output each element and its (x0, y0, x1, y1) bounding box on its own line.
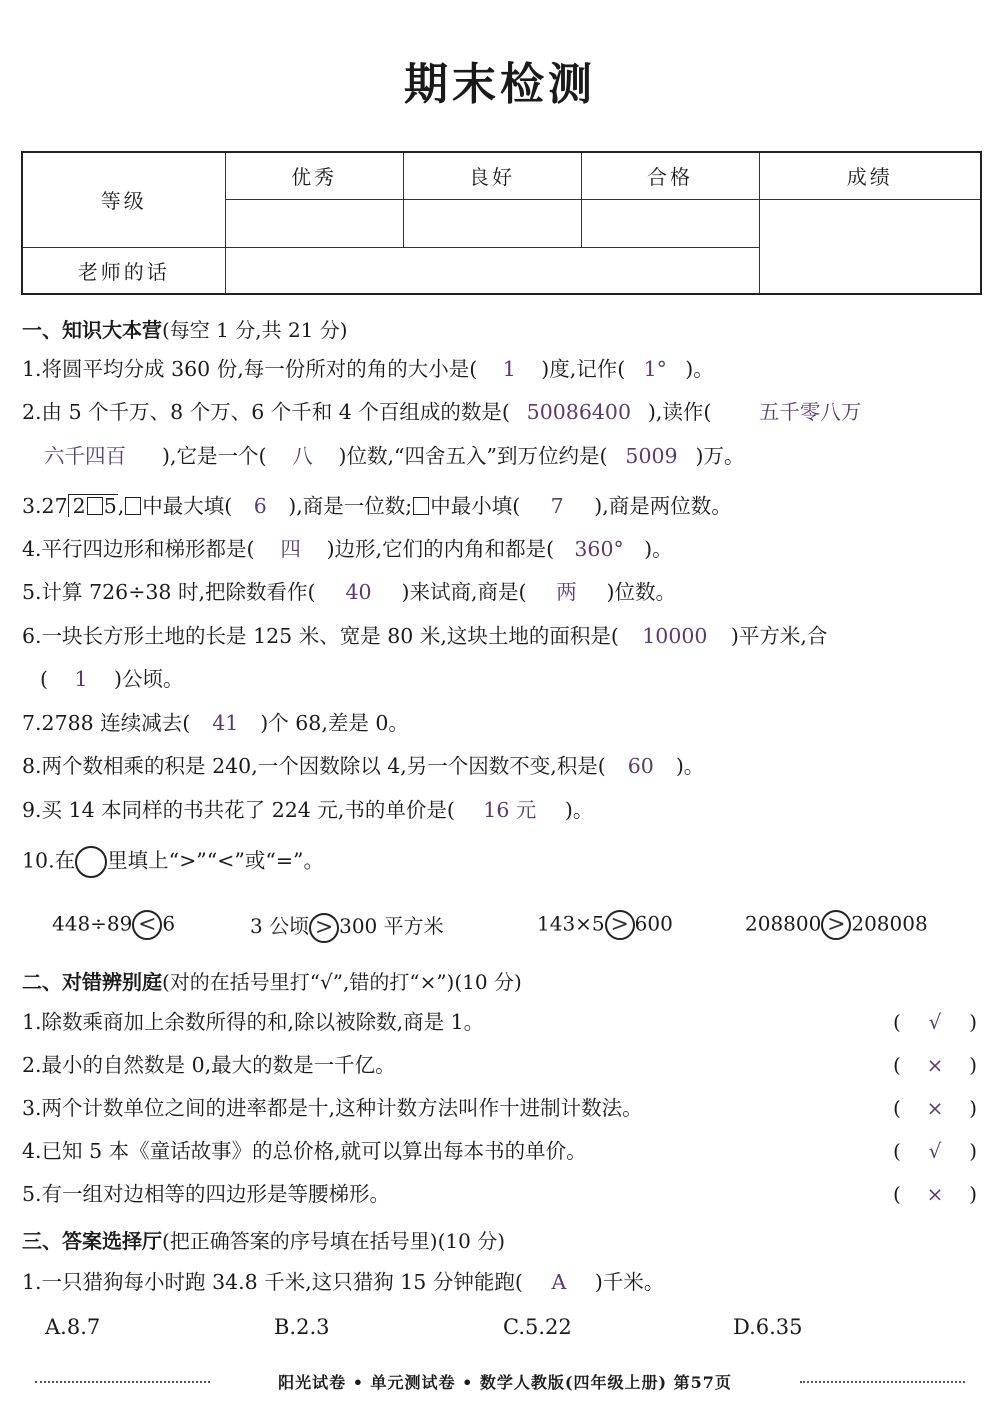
judge-mark-2: ( × ) (893, 1053, 977, 1077)
answer: 60 (627, 754, 654, 778)
section2-heading (22, 966, 522, 995)
option-c: C.5.22 (503, 1315, 572, 1339)
question-1-8: 8.两个数相乘的积是 240,一个因数除以 4,另一个因数不变,积是( 60 )。 (22, 754, 705, 778)
page-footer (0, 1370, 1000, 1394)
answer: 四 (280, 537, 301, 561)
section2-note: (对的在括号里打“√”,错的打“×”)(10 分) (162, 970, 522, 994)
answer: 5009 (625, 444, 678, 468)
judge-mark-1: ( √ ) (893, 1010, 977, 1034)
judge-item-2: 2.最小的自然数是 0,最大的数是一千亿。 (22, 1053, 396, 1077)
judge-item-5: 5.有一组对边相等的四边形是等腰梯形。 (22, 1182, 391, 1206)
answer: 50086400 (526, 400, 631, 424)
judge-item-3: 3.两个计数单位之间的进率都是十,这种计数方法叫作十进制计数法。 (22, 1096, 643, 1120)
choice-question-1: 1.一只猎狗每小时跑 34.8 千米,这只猎狗 15 分钟能跑( A )千米。 (22, 1270, 665, 1294)
grade-col-pass: 合格 (581, 152, 759, 199)
blank-square (87, 497, 103, 515)
answer: 1 (74, 667, 88, 691)
answer: 八 (292, 444, 313, 468)
compare-item-3: 143×5 > 600 (537, 910, 673, 940)
option-a: A.8.7 (45, 1315, 101, 1339)
judge-mark-5: ( × ) (893, 1182, 977, 1206)
grade-col-excellent: 优秀 (225, 152, 403, 199)
answer: 16 元 (483, 798, 537, 822)
compare-circle: > (821, 910, 851, 940)
footer-text: 阳光试卷 • 单元测试卷 • 数学人教版(四年级上册) 第57页 (278, 1373, 732, 1392)
answer: 40 (345, 580, 372, 604)
question-1-10: 10.在 里填上“>”“<”或“=”。 (22, 846, 324, 878)
judge-mark-3: ( × ) (893, 1096, 977, 1120)
answer: 1 (502, 357, 516, 381)
question-1-1: 1.将圆平均分成 360 份,每一份所对的角的大小是( 1 )度,记作( 1° )。 (22, 357, 714, 381)
question-1-3: 3.27 2 5, 中最大填( 6 ),商是一位数; 中最小填( 7 ),商是两位数。 (22, 494, 732, 518)
option-d: D.6.35 (733, 1315, 803, 1339)
judge-item-1: 1.除数乘商加上余数所得的和,除以被除数,商是 1。 (22, 1010, 485, 1034)
section1-title: 一、知识大本营 (22, 318, 162, 342)
section1-heading (22, 314, 348, 343)
blank-square (125, 497, 141, 515)
grade-label: 等级 (22, 152, 225, 247)
judge-mark-4: ( √ ) (893, 1139, 977, 1163)
grade-cell-excellent (225, 199, 403, 247)
question-1-4: 4.平行四边形和梯形都是( 四 )边形,它们的内角和都是( 360° )。 (22, 537, 673, 561)
section3-title: 三、答案选择厅 (22, 1229, 162, 1253)
score-cell (759, 199, 981, 294)
compare-circle: < (132, 910, 162, 940)
option-b: B.2.3 (274, 1315, 330, 1339)
answer: 六千四百 (44, 444, 126, 468)
grade-cell-pass (581, 199, 759, 247)
division-bracket: 2 5 (68, 494, 118, 517)
footer-divider-left (35, 1381, 210, 1383)
grade-col-good: 良好 (403, 152, 581, 199)
compare-circle: > (605, 910, 635, 940)
question-1-6: 6.一块长方形土地的长是 125 米、宽是 80 米,这块土地的面积是( 10000 )平方米,合 (22, 624, 828, 648)
answer: 6 (253, 494, 267, 518)
grade-table (21, 151, 982, 295)
question-1-9: 9.买 14 本同样的书共花了 224 元,书的单价是( 16 元 )。 (22, 798, 594, 822)
answer: 五千零八万 (758, 400, 862, 424)
question-1-5: 5.计算 726÷38 时,把除数看作( 40 )来试商,商是( 两 )位数。 (22, 580, 677, 604)
answer: 10000 (642, 624, 708, 648)
answer: A (551, 1270, 567, 1294)
question-1-2: 2.由 5 个千万、8 个万、6 个千和 4 个百组成的数是( 50086400 ),读作( 五千零八万 (22, 400, 862, 424)
grade-col-score: 成绩 (759, 152, 981, 199)
grade-cell-good (403, 199, 581, 247)
blank-square (413, 497, 429, 515)
answer: 1° (643, 357, 667, 381)
compare-circle: > (309, 913, 339, 943)
compare-item-4: 208800 > 208008 (745, 910, 928, 940)
judge-item-4: 4.已知 5 本《童话故事》的总价格,就可以算出每本书的单价。 (22, 1139, 587, 1163)
section3-heading (22, 1225, 505, 1254)
question-1-7: 7.2788 连续减去( 41 )个 68,差是 0。 (22, 711, 409, 735)
question-1-2-cont: 六千四百 ),它是一个( 八 )位数,“四舍五入”到万位约是( 5009 )万。 (22, 442, 745, 470)
answer: 两 (556, 580, 577, 604)
question-1-6-cont: ( 1 )公顷。 (40, 667, 184, 691)
footer-divider-right (800, 1381, 965, 1383)
teacher-comment-label: 老师的话 (22, 247, 225, 294)
compare-item-1: 448÷89 < 6 (52, 910, 175, 940)
answer: 7 (550, 494, 564, 518)
compare-item-2: 3 公顷 > 300 平方米 (250, 910, 444, 943)
section2-title: 二、对错辨别庭 (22, 970, 162, 994)
section3-note: (把正确答案的序号填在括号里)(10 分) (162, 1229, 506, 1253)
answer: 360° (574, 537, 624, 561)
empty-circle-icon (75, 846, 107, 878)
section1-note: (每空 1 分,共 21 分) (162, 318, 348, 342)
answer: 41 (212, 711, 239, 735)
page-title: 期末检测 (404, 59, 596, 110)
teacher-comment-cell (225, 247, 759, 294)
